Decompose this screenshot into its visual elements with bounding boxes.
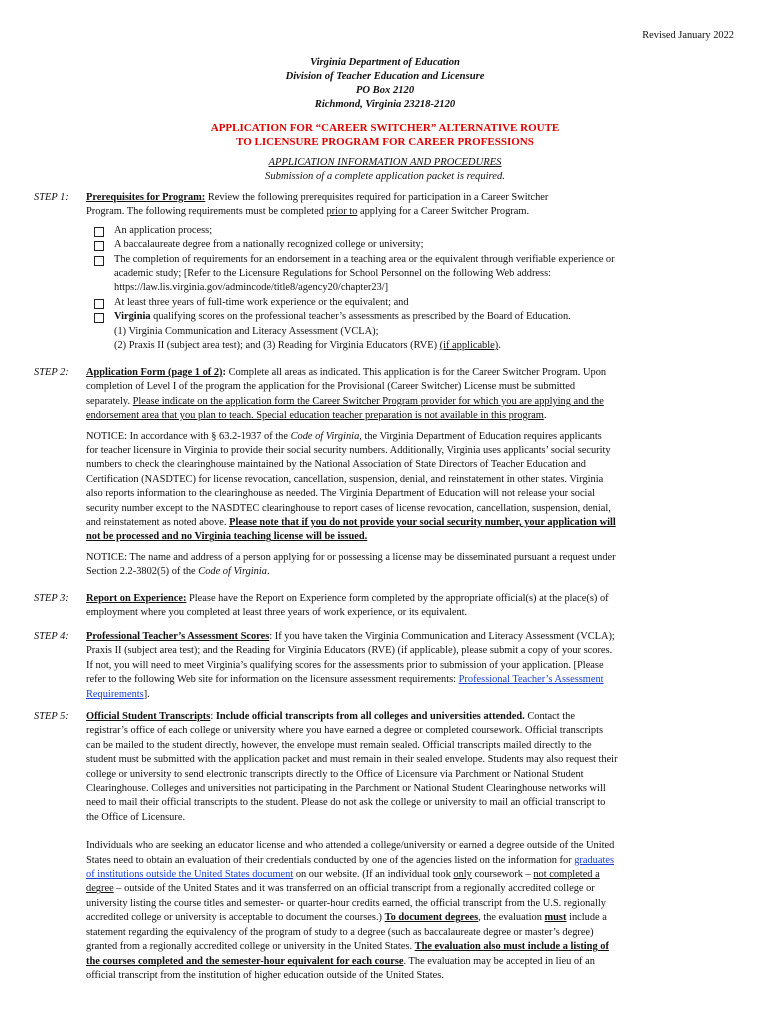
foreign-text: Individuals who are seeking an educator license and who attended a college/university or earned a degree outside of the United xyxy=(86,840,615,852)
ssn-warning: Please note that if you do not provide your social security number, your application will xyxy=(229,517,616,529)
document-subtitle: APPLICATION INFORMATION AND PROCEDURES xyxy=(268,157,502,168)
header-po-box: PO Box 2120 xyxy=(355,85,415,96)
step-1-heading: Prerequisites for Program: xyxy=(86,192,206,203)
step-5 xyxy=(34,710,744,983)
step-2-text: Complete all areas as indicated. This application is for the Career Switcher Program. Upon xyxy=(225,367,607,378)
step-2-text-2: completion of Level I of the program the application for the Provisional (Career Switcher) License must be submitted xyxy=(86,381,576,393)
step-5-label: STEP 5: xyxy=(34,711,69,722)
step-3-text-2: employment where you completed at least three years of work experience, or its equivalent. xyxy=(86,607,468,619)
transcript-text: need to mail their official transcripts to the student. Please do not ask the college or university to mail an official transcript to xyxy=(86,797,606,809)
checkbox-icon[interactable] xyxy=(94,299,104,309)
code-of-virginia: Code of Virginia xyxy=(198,566,267,578)
step-1-label: STEP 1: xyxy=(34,192,69,203)
prereq-label: At least three years of full-time work experience or the equivalent; and xyxy=(114,296,409,308)
step-2-label: STEP 2: xyxy=(34,367,69,378)
graduates-link[interactable]: graduates xyxy=(574,854,615,866)
step-4 xyxy=(34,630,744,702)
transcript-text: student must be submitted with the application packet and must remain in their sealed envelope. Students may also request their xyxy=(86,754,618,766)
prereq-sub-1: (1) Virginia Communication and Literacy Assessment (VCLA); xyxy=(114,325,379,337)
foreign-text: . The evaluation may be accepted in lieu of an xyxy=(403,955,595,967)
step-4-text-2: Praxis II (subject area test); and the Reading for Virginia Educators (RVE) (if applicable), please submit a copy of your scores. xyxy=(86,645,613,657)
evaluation-requirement-2: the courses completed and the semester-hour equivalent for each course xyxy=(86,955,404,967)
notice-text: NOTICE: The name and address of a person applying for or possessing a license may be disseminated pursuant a request under xyxy=(86,551,616,563)
step-4-text-3: If not, you will need to meet Virginia’s qualifying scores for the assessments prior to submission of your application. [Please xyxy=(86,659,604,671)
prereq-continuation xyxy=(90,267,744,281)
step-3-label: STEP 3: xyxy=(34,593,69,604)
step-4-label: STEP 4: xyxy=(34,631,69,642)
prereq-sub-end: . xyxy=(498,340,501,352)
foreign-text: States need to obtain an evaluation of their credentials conducted by one of the agencies listed on the information for xyxy=(86,854,575,866)
transcript-text: Clearinghouse. Colleges and universities not participating in the Parchment or National Student Clearinghouse networks will xyxy=(86,783,606,795)
step-5-text: Contact the xyxy=(524,711,575,722)
notice-text: security number except to the NASDTEC clearinghouse to report cases of license revocation, cancellation, suspension, denial, xyxy=(86,502,611,514)
notice-text: and reinstatement as noted above. xyxy=(86,517,230,529)
prior-to: prior to xyxy=(326,206,358,218)
step-4-heading: Professional Teacher’s Assessment Scores xyxy=(86,631,270,642)
checkbox-icon[interactable] xyxy=(94,227,104,237)
step-4-end: ]. xyxy=(143,688,150,700)
disclosure-notice xyxy=(86,551,744,580)
subtitle-row xyxy=(0,156,770,170)
prereq-item xyxy=(90,224,744,238)
prereq-label: academic study; [Refer to the Licensure Regulations for School Personnel on the following Web address: xyxy=(114,268,551,280)
submission-note: Submission of a complete application packet is required. xyxy=(265,171,505,182)
checkbox-icon[interactable] xyxy=(94,313,104,323)
step-1-text-3: applying for a Career Switcher Program. xyxy=(357,206,530,218)
foreign-text: granted from a regionally accredited college or university in the United States. xyxy=(86,941,415,953)
prereq-label: An application process; xyxy=(114,224,213,236)
step-1 xyxy=(34,191,744,353)
prereq-label: qualifying scores on the professional teacher’s assessments as prescribed by the Board of Education. xyxy=(150,311,571,323)
prereq-virginia: Virginia xyxy=(114,311,151,323)
step-5-heading: Official Student Transcripts xyxy=(86,711,211,722)
step-2-end: . xyxy=(543,410,547,422)
transcript-text: the Office of Licensure. xyxy=(86,811,186,823)
notice-text: Section 2.2-3802(5) of the xyxy=(86,566,199,578)
prereq-item xyxy=(90,296,744,310)
step-4-text-4: refer to the following Web site for information on the licensure assessment requirements: xyxy=(86,674,459,686)
header-division: Division of Teacher Education and Licensure xyxy=(285,71,485,82)
code-of-virginia: Code of Virginia xyxy=(290,430,360,442)
notice-text: . xyxy=(266,566,270,578)
regulations-url: https://law.lis.virginia.gov/admincode/title8/agency20/chapter23/] xyxy=(114,282,389,294)
to-document-degrees: To document degrees xyxy=(384,912,479,924)
foreign-credentials-paragraph xyxy=(86,839,744,983)
prereq-continuation xyxy=(90,281,744,295)
header-agency: Virginia Department of Education xyxy=(310,57,460,68)
foreign-text: – outside of the United States and it was transferred on an official transcript from a regionally accredited college or xyxy=(113,883,595,895)
graduates-link-2[interactable]: of institutions outside the United States document xyxy=(86,869,294,881)
prereq-item xyxy=(90,253,744,267)
step-3 xyxy=(34,592,744,621)
step-3-heading: Report on Experience: xyxy=(86,593,187,604)
notice-text: also reports information to the clearinghouse as needed. The Virginia Department of Education will not release your social xyxy=(86,488,595,500)
checkbox-icon[interactable] xyxy=(94,241,104,251)
foreign-text: accredited college or university is acceptable to document the courses.) xyxy=(86,912,385,924)
revision-date: Revised January 2022 xyxy=(642,30,734,41)
evaluation-requirement: The evaluation also must include a listing of xyxy=(414,941,609,953)
foreign-text: , the evaluation xyxy=(478,912,545,924)
foreign-text: official transcript from the institution of higher education outside of the United States. xyxy=(86,969,444,981)
ssn-warning: not be processed and no Virginia teaching license will be issued. xyxy=(86,531,368,543)
step-5-bold: Include official transcripts from all colleges and universities attended. xyxy=(215,711,525,722)
foreign-text: university listing the course titles and semester- or quarter-hour credits earned, the official transcript from the U.S. regionally xyxy=(86,897,606,909)
foreign-text: include a xyxy=(566,912,607,924)
assessment-requirements-link-2[interactable]: Requirements xyxy=(86,688,144,700)
document-title-line2: TO LICENSURE PROGRAM FOR CAREER PROFESSIONS xyxy=(236,136,534,148)
if-applicable: (if applicable) xyxy=(439,340,499,352)
document-title-line1: APPLICATION FOR “CAREER SWITCHER” ALTERNATIVE ROUTE xyxy=(210,122,560,134)
notice-text: , the Virginia Department of Education requires applicants xyxy=(359,430,602,442)
foreign-text: coursework – xyxy=(471,869,534,881)
prereq-item xyxy=(90,238,744,252)
step-1-text-2: Program. The following requirements must be completed xyxy=(86,206,327,218)
prereq-sub xyxy=(90,339,744,353)
notice-text: numbers to check the clearinghouse maintained by the National Association of State Directors of Teacher Education and xyxy=(86,459,586,471)
header-city: Richmond, Virginia 23218-2120 xyxy=(314,99,456,110)
transcript-text: college or university to send electronic transcripts directly to the Office of Licensure via Parchment or National Student xyxy=(86,768,584,780)
only-text: only xyxy=(453,869,472,881)
transcript-text: registrar’s office of each college or university where you have earned a degree or completed coursework. Official transcripts xyxy=(86,725,604,737)
foreign-text: on our website. (If an individual took xyxy=(293,869,454,881)
step-2-underlined-2: endorsement area that you plan to teach. Special education teacher preparation is not available in this program xyxy=(86,410,544,422)
assessment-requirements-link[interactable]: Professional Teacher’s Assessment xyxy=(458,674,604,686)
notice-text: for teacher licensure in Virginia to provide their social security numbers. Additionally, Virginia uses applicants’ social security xyxy=(86,445,611,457)
notice-text: NOTICE: In accordance with § 63.2-1937 of the xyxy=(86,430,291,442)
step-2-colon: : xyxy=(222,367,226,378)
checkbox-icon[interactable] xyxy=(94,256,104,266)
degree-text: degree xyxy=(86,883,114,895)
not-completed-text: not completed a xyxy=(533,869,600,881)
must-text: must xyxy=(544,912,567,924)
prereq-sub-2: (2) Praxis II (subject area test); and (3) Reading for Virginia Educators (RVE) xyxy=(114,340,440,352)
step-2-underlined: Please indicate on the application form the Career Switcher Program provider for which you are applying and the xyxy=(132,395,604,407)
foreign-text: statement regarding the equivalency of the program of study to a degree (such as baccalaureate degree or master’s degree) xyxy=(86,926,594,938)
prereq-label: A baccalaureate degree from a nationally recognized college or university; xyxy=(114,239,424,251)
notice-text: Certification (NASDTEC) for license revocation, cancellation, suspension, denial, and reinstatement in other states. Virginia xyxy=(86,473,604,485)
prereq-sub xyxy=(90,325,744,339)
prereq-item xyxy=(90,310,744,324)
step-3-text: Please have the Report on Experience form completed by the appropriate official(s) at the place(s) of xyxy=(186,593,609,604)
transcript-text: can be mailed to the student directly, however, the envelope must remain sealed. Official transcripts mailed directly to the xyxy=(86,739,592,751)
step-5-colon: : xyxy=(210,711,216,722)
step-4-text: : If you have taken the Virginia Communication and Literacy Assessment (VCLA); xyxy=(269,631,615,642)
prereq-label: The completion of requirements for an endorsement in a teaching area or the equivalent through verifiable experience or xyxy=(114,253,615,265)
step-2 xyxy=(34,366,744,580)
ssn-notice xyxy=(86,430,744,545)
step-1-text: Review the following prerequisites required for participation in a Career Switcher xyxy=(205,192,549,203)
step-2-text-3: separately. xyxy=(86,395,133,407)
step-2-heading: Application Form (page 1 of 2) xyxy=(86,367,223,378)
